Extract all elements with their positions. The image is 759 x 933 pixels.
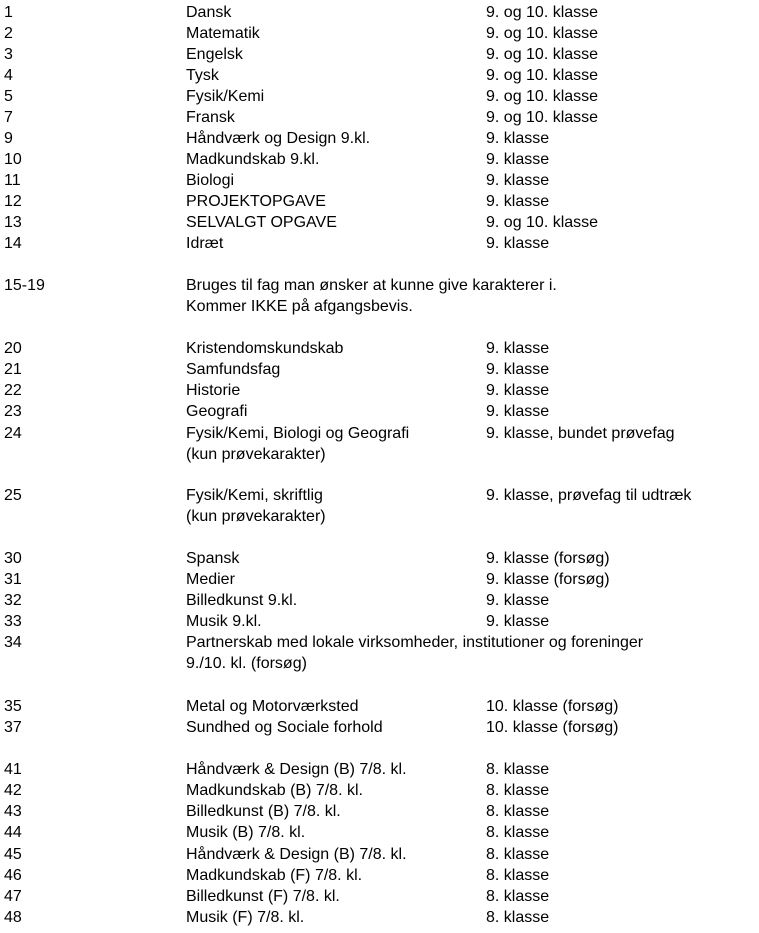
subject-code: 23 [4, 403, 22, 420]
class-level: 9. og 10. klasse [486, 67, 599, 84]
class-level: 10. klasse (forsøg) [486, 698, 619, 715]
list-item-continuation [0, 506, 759, 527]
list-item [0, 611, 759, 632]
subject-code: 35 [4, 698, 22, 715]
list-item-continuation [0, 296, 759, 317]
subject-code: 1 [4, 4, 13, 21]
subject-name: Spansk [186, 550, 240, 567]
subject-name: Engelsk [186, 46, 243, 63]
subject-code: 24 [4, 425, 22, 442]
subject-code: 13 [4, 214, 22, 231]
list-item [0, 212, 759, 233]
list-item [0, 696, 759, 717]
class-level: 9. klasse [486, 403, 550, 420]
class-level: 8. klasse [486, 909, 550, 926]
class-level: 9. klasse [486, 151, 550, 168]
list-item [0, 170, 759, 191]
subject-name: Håndværk & Design (B) 7/8. kl. [186, 761, 407, 778]
list-item [0, 780, 759, 801]
list-item [0, 485, 759, 506]
list-item [0, 717, 759, 738]
subject-name: Metal og Motorværksted [186, 698, 359, 715]
subject-name: Sundhed og Sociale forhold [186, 719, 383, 736]
class-level: 8. klasse [486, 824, 550, 841]
subject-name: SELVALGT OPGAVE [186, 214, 337, 231]
class-level: 9. og 10. klasse [486, 46, 599, 63]
subject-name: Tysk [186, 67, 219, 84]
list-item [0, 822, 759, 843]
list-item [0, 886, 759, 907]
class-level: 9. og 10. klasse [486, 25, 599, 42]
subject-name: Biologi [186, 172, 235, 189]
class-level: 9. klasse (forsøg) [486, 550, 610, 567]
subject-note: 9./10. kl. (forsøg) [186, 655, 307, 672]
subject-name: Billedkunst (B) 7/8. kl. [186, 803, 341, 820]
class-level: 8. klasse [486, 782, 550, 799]
class-level: 8. klasse [486, 846, 550, 863]
subject-note: (kun prøvekarakter) [186, 446, 326, 463]
subject-code: 30 [4, 550, 22, 567]
list-item [0, 801, 759, 822]
list-item [0, 548, 759, 569]
subject-name: Fysik/Kemi [186, 88, 265, 105]
subject-note: (kun prøvekarakter) [186, 508, 326, 525]
subject-code: 15-19 [4, 277, 45, 294]
list-item [0, 338, 759, 359]
subject-name: Håndværk og Design 9.kl. [186, 130, 371, 147]
list-item [0, 44, 759, 65]
class-level: 9. klasse (forsøg) [486, 571, 610, 588]
subject-name: Matematik [186, 25, 260, 42]
subject-name: Partnerskab med lokale virksomheder, institutioner og foreninger [186, 634, 644, 651]
class-level: 9. klasse, prøvefag til udtræk [486, 487, 692, 504]
class-level: 9. og 10. klasse [486, 4, 599, 21]
subject-code: 11 [4, 172, 21, 189]
subject-code: 37 [4, 719, 22, 736]
subject-code: 25 [4, 487, 22, 504]
list-item [0, 86, 759, 107]
subject-code: 12 [4, 193, 22, 210]
list-item [0, 107, 759, 128]
subject-code: 44 [4, 824, 22, 841]
list-item [0, 865, 759, 886]
subject-code: 47 [4, 888, 22, 905]
subject-code: 4 [4, 67, 13, 84]
class-level: 9. klasse [486, 172, 550, 189]
class-level: 9. klasse, bundet prøvefag [486, 425, 675, 442]
class-level: 9. klasse [486, 235, 550, 252]
subject-description-note: Kommer IKKE på afgangsbevis. [186, 298, 413, 315]
subject-name: Geografi [186, 403, 248, 420]
list-item [0, 380, 759, 401]
subject-code: 32 [4, 592, 22, 609]
subject-code: 33 [4, 613, 22, 630]
subject-code: 21 [4, 361, 22, 378]
subject-code: 2 [4, 25, 13, 42]
subject-code: 42 [4, 782, 22, 799]
list-item [0, 65, 759, 86]
subject-code: 43 [4, 803, 22, 820]
class-level: 8. klasse [486, 888, 550, 905]
subject-name: PROJEKTOPGAVE [186, 193, 326, 210]
class-level: 9. klasse [486, 340, 550, 357]
class-level: 9. klasse [486, 382, 550, 399]
class-level: 9. klasse [486, 592, 550, 609]
list-item-continuation [0, 653, 759, 674]
subject-name: Musik (B) 7/8. kl. [186, 824, 306, 841]
subject-code: 41 [4, 761, 22, 778]
subject-name: Billedkunst 9.kl. [186, 592, 298, 609]
subject-name: Fransk [186, 109, 235, 126]
subject-code: 7 [4, 109, 13, 126]
subject-name: Fysik/Kemi, Biologi og Geografi [186, 425, 410, 442]
list-item [0, 423, 759, 444]
list-item [0, 2, 759, 23]
class-level: 8. klasse [486, 867, 550, 884]
subject-code: 22 [4, 382, 22, 399]
subject-name: Madkundskab (F) 7/8. kl. [186, 867, 363, 884]
class-level: 8. klasse [486, 803, 550, 820]
list-item [0, 590, 759, 611]
subject-code: 14 [4, 235, 22, 252]
subject-code: 20 [4, 340, 22, 357]
subject-name: Samfundsfag [186, 361, 281, 378]
subject-name: Madkundskab (B) 7/8. kl. [186, 782, 363, 799]
class-level: 8. klasse [486, 761, 550, 778]
list-item [0, 569, 759, 590]
subject-code: 3 [4, 46, 13, 63]
list-item [0, 233, 759, 254]
class-level: 10. klasse (forsøg) [486, 719, 619, 736]
subject-description: Bruges til fag man ønsker at kunne give karakterer i. [186, 277, 557, 294]
subject-name: Dansk [186, 4, 232, 21]
subject-name: Idræt [186, 235, 224, 252]
subject-code: 10 [4, 151, 22, 168]
subject-code: 45 [4, 846, 22, 863]
subject-code: 5 [4, 88, 13, 105]
list-item [0, 401, 759, 422]
list-item-continuation [0, 444, 759, 465]
class-level: 9. og 10. klasse [486, 214, 599, 231]
list-item [0, 23, 759, 44]
subject-code: 48 [4, 909, 22, 926]
list-item [0, 632, 759, 653]
list-item [0, 844, 759, 865]
list-item [0, 359, 759, 380]
class-level: 9. og 10. klasse [486, 88, 599, 105]
subject-name: Musik (F) 7/8. kl. [186, 909, 305, 926]
list-item [0, 275, 759, 296]
subject-name: Musik 9.kl. [186, 613, 262, 630]
class-level: 9. klasse [486, 613, 550, 630]
list-item [0, 191, 759, 212]
class-level: 9. klasse [486, 130, 550, 147]
subject-name: Medier [186, 571, 235, 588]
class-level: 9. klasse [486, 361, 550, 378]
subject-name: Historie [186, 382, 241, 399]
subject-code: 46 [4, 867, 22, 884]
subject-name: Billedkunst (F) 7/8. kl. [186, 888, 340, 905]
list-item [0, 149, 759, 170]
list-item [0, 907, 759, 928]
subject-code: 31 [4, 571, 22, 588]
class-level: 9. og 10. klasse [486, 109, 599, 126]
list-item [0, 759, 759, 780]
list-item [0, 128, 759, 149]
subject-name: Kristendomskundskab [186, 340, 344, 357]
class-level: 9. klasse [486, 193, 550, 210]
subject-name: Fysik/Kemi, skriftlig [186, 487, 323, 504]
subject-code: 34 [4, 634, 22, 651]
subject-code: 9 [4, 130, 13, 147]
subject-name: Madkundskab 9.kl. [186, 151, 320, 168]
subject-name: Håndværk & Design (B) 7/8. kl. [186, 846, 407, 863]
